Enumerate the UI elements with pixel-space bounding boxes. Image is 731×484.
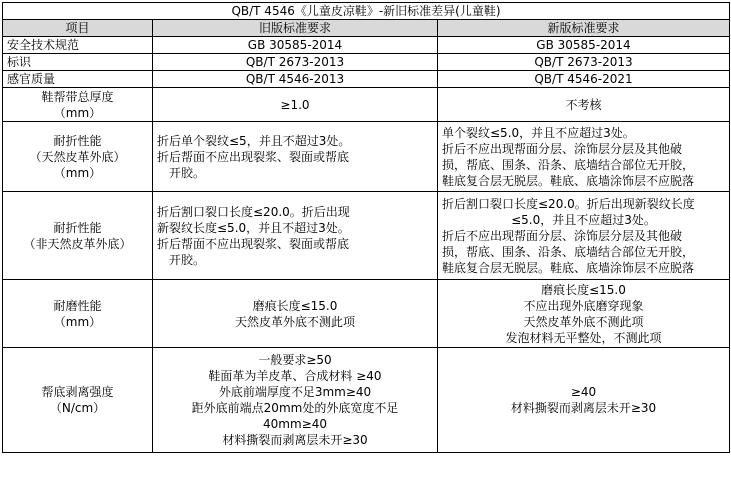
- old-cell: 折后单个裂纹≤5，并且不超过3处。 折后帮面不应出现裂浆、裂面或帮底 开胶。: [153, 122, 438, 192]
- standard-diff-table: [2, 2, 730, 453]
- old-cell: ≥1.0: [153, 88, 438, 122]
- header-old-standard: 旧版标准要求: [153, 20, 438, 37]
- row-flex-non-natural-leather: [3, 192, 730, 280]
- item-cell: 帮底剥离强度 （N/cm）: [3, 348, 153, 453]
- new-cell: 折后割口裂口长度≤20.0。折后出现新裂纹长度 ≤5.0，并且不应超过3处。 折后不应出现帮面分层、涂饰层分层及其他破 损，帮底、围条、沿条、底墙结合部位无开胶， 鞋底复合层无脱层。鞋底、底墙涂饰层不应脱落: [438, 192, 730, 280]
- row-safety-spec: [3, 37, 730, 54]
- header-new-standard: 新版标准要求: [438, 20, 730, 37]
- item-cell: 安全技术规范: [3, 37, 153, 54]
- item-cell: 耐折性能 （天然皮革外底） （mm）: [3, 122, 153, 192]
- row-flex-natural-leather: [3, 122, 730, 192]
- new-cell: 单个裂纹≤5.0，并且不应超过3处。 折后不应出现帮面分层、涂饰层分层及其他破 损，帮底、围条、沿条、底墙结合部位无开胶， 鞋底复合层无脱层。鞋底、底墙涂饰层不应脱落: [438, 122, 730, 192]
- old-cell: QB/T 4546-2013: [153, 71, 438, 88]
- old-cell: GB 30585-2014: [153, 37, 438, 54]
- item-cell: 耐折性能 （非天然皮革外底）: [3, 192, 153, 280]
- row-peel-strength: [3, 348, 730, 453]
- row-abrasion: [3, 280, 730, 348]
- new-cell: QB/T 4546-2021: [438, 71, 730, 88]
- table-title: QB/T 4546《儿童皮凉鞋》-新旧标准差异(儿童鞋): [3, 3, 730, 20]
- new-cell: ≥40 材料撕裂而剥离层未开≥30: [438, 348, 730, 453]
- item-cell: 感官质量: [3, 71, 153, 88]
- header-row: [3, 20, 730, 37]
- item-cell: 鞋帮带总厚度 （mm）: [3, 88, 153, 122]
- row-upper-strap-thickness: [3, 88, 730, 122]
- new-cell: 磨痕长度≤15.0 不应出现外底磨穿现象 天然皮革外底不测此项 发泡材料无平整处，不测此项: [438, 280, 730, 348]
- header-item: 项目: [3, 20, 153, 37]
- row-labeling: [3, 54, 730, 71]
- new-cell: GB 30585-2014: [438, 37, 730, 54]
- item-cell: 耐磨性能 （mm）: [3, 280, 153, 348]
- old-cell: QB/T 2673-2013: [153, 54, 438, 71]
- item-cell: 标识: [3, 54, 153, 71]
- row-sensory-quality: [3, 71, 730, 88]
- new-cell: QB/T 2673-2013: [438, 54, 730, 71]
- new-cell: 不考核: [438, 88, 730, 122]
- old-cell: 磨痕长度≤15.0 天然皮革外底不测此项: [153, 280, 438, 348]
- old-cell: 折后割口裂口长度≤20.0。折后出现 新裂纹长度≤5.0，并且不超过3处。 折后帮面不应出现裂浆、裂面或帮底 开胶。: [153, 192, 438, 280]
- old-cell: 一般要求≥50 鞋面革为羊皮革、合成材料 ≥40 外底前端厚度不足3mm≥40 距外底前端点20mm处的外底宽度不足 40mm≥40 材料撕裂而剥离层未开≥30: [153, 348, 438, 453]
- title-row: [3, 3, 730, 20]
